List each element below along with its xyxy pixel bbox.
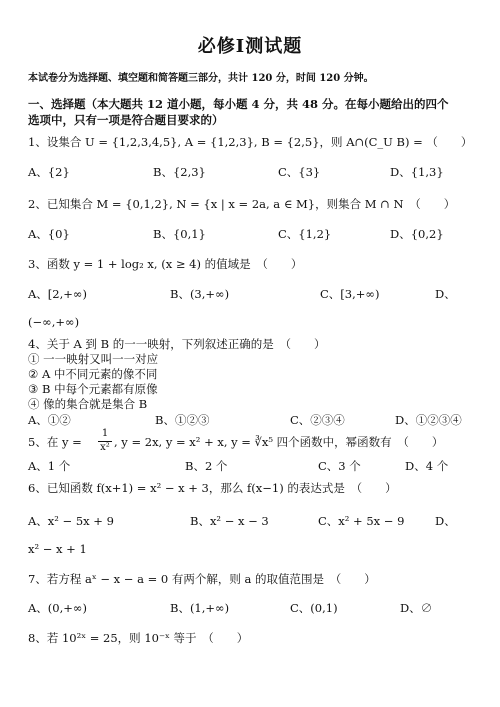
question-4-item-4: ④ 像的集合就是集合 B [28,397,148,411]
question-5-option-b: B、2 个 [185,459,228,473]
page-title: 必修Ⅰ测试题 [197,36,303,57]
section-heading-line2: 选项中，只有一项是符合题目要求的） [28,113,224,127]
question-6-stem: 6、已知函数 f(x+1) = x² − x + 3，那么 f(x−1) 的表达式是 （ ） [28,481,397,495]
question-4-option-c: C、②③④ [290,413,345,427]
question-5-stem-post: , y = 2x, y = x² + x, y = ∛x⁵ 四个函数中，幂函数有 （ ） [114,435,444,449]
question-3-option-c: C、[3,+∞) [320,287,380,301]
question-5-option-d: D、4 个 [405,459,449,473]
question-1-option-b: B、{2,3} [153,165,206,179]
question-1-option-c: C、{3} [278,165,321,179]
section-heading-line1: 一、选择题（本大题共 12 道小题，每小题 4 分，共 48 分。在每小题给出的四个 [28,97,449,111]
question-7-stem: 7、若方程 aˣ − x − a = 0 有两个解，则 a 的取值范围是 （ ） [28,572,376,586]
question-5-fraction [98,428,112,454]
fraction-numerator: 1 [101,428,109,439]
question-2-option-a: A、{0} [28,227,70,241]
question-4-option-a: A、①② [28,413,71,427]
question-3-stem: 3、函数 y = 1 + log₂ x, (x ≥ 4) 的值域是 （ ） [28,257,303,271]
question-7-option-a: A、(0,+∞) [28,601,87,615]
question-3-option-a: A、[2,+∞) [28,287,87,301]
fraction-denominator: x² [98,441,112,454]
question-5-option-a: A、1 个 [28,459,71,473]
question-7-option-d: D、∅ [400,601,433,615]
question-2-option-b: B、{0,1} [153,227,206,241]
question-2-option-d: D、{0,2} [390,227,444,241]
question-1-option-a: A、{2} [28,165,70,179]
question-7-option-b: B、(1,+∞) [170,601,230,615]
question-2-option-c: C、{1,2} [278,227,332,241]
question-4-option-b: B、①②③ [155,413,210,427]
question-4-stem: 4、关于 A 到 B 的一一映射，下列叙述正确的是 （ ） [28,337,326,351]
question-1-stem: 1、设集合 U = {1,2,3,4,5}, A = {1,2,3}, B = {2,5}，则 A∩(C_U B) = （ ） [28,135,473,149]
question-6-option-c: C、x² + 5x − 9 [318,514,405,528]
question-8-stem: 8、若 10²ˣ = 25，则 10⁻ˣ 等于 （ ） [28,631,249,645]
question-4-item-3: ③ B 中每个元素都有原像 [28,382,158,396]
question-3-option-d: D、 [435,287,456,301]
question-3-option-d-value: (−∞,+∞) [28,315,80,329]
question-4-option-d: D、①②③④ [395,413,462,427]
question-7-option-c: C、(0,1) [290,601,338,615]
question-4-item-2: ② A 中不同元素的像不同 [28,367,158,381]
question-6-option-b: B、x² − x − 3 [190,514,269,528]
question-6-option-d: D、 [435,514,456,528]
question-6-option-a: A、x² − 5x + 9 [28,514,114,528]
question-4-item-1: ① 一一映射又叫一一对应 [28,352,159,366]
question-2-stem: 2、已知集合 M = {0,1,2}, N = {x | x = 2a, a ∈ M}，则集合 M ∩ N （ ） [28,197,456,211]
question-6-option-d-value: x² − x + 1 [28,542,87,556]
exam-intro: 本试卷分为选择题、填空题和简答题三部分，共计 120 分，时间 120 分钟。 [28,73,374,84]
question-1-option-d: D、{1,3} [390,165,444,179]
question-5-stem-pre: 5、在 y = [28,435,82,449]
question-3-option-b: B、(3,+∞) [170,287,230,301]
question-5-option-c: C、3 个 [318,459,361,473]
